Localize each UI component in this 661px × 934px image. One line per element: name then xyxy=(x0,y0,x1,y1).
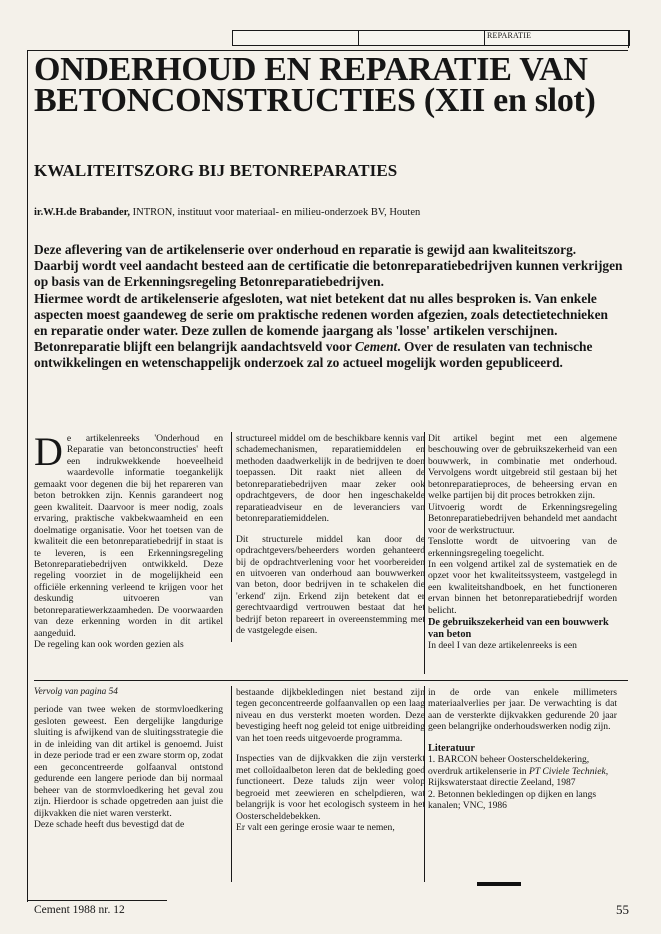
journal-issue: Cement 1988 nr. 12 xyxy=(34,904,125,916)
article-subtitle: KWALITEITSZORG BIJ BETONREPARATIES xyxy=(34,161,398,180)
drop-cap: D xyxy=(34,429,63,474)
paragraph: In een volgend artikel zal de systematiek en de opzet voor het kwaliteitssysteem, vastgelegd in een kwaliteitshandboek, en het functioneren ervan binnen het betonreparatiebedrijf worden belicht. xyxy=(428,558,617,616)
paragraph: Uitvoerig wordt de Erkenningsregeling Betonreparatiebedrijven behandeld met aandacht voor de werkstructuur. xyxy=(428,501,617,536)
lower-column-1 xyxy=(34,687,223,830)
upper-column-1 xyxy=(34,429,223,651)
article-title: ONDERHOUD EN REPARATIE VAN BETONCONSTRUCTIES (XII en slot) xyxy=(34,51,596,119)
paragraph: periode van twee weken de stormvloedkering gesloten geweest. Een dergelijke langdurige sluiting is afwijkend van de sluitingsstrategie die in de inleiding van dit artikel is genoemd. Juist in deze periode trad er een zware storm op, zodat een geconcentreerde golfaanval ontstond gedurende een langere periode dan bij normaal beheer van de stormvloedkering het geval zou zijn. Hierdoor is schade opgetreden aan juist die dijkvakken die niet waren versterkt. xyxy=(34,704,223,819)
author: ir.W.H.de Brabander, xyxy=(34,207,130,218)
end-of-article-mark xyxy=(477,882,521,886)
paragraph: De regeling kan ook worden gezien als xyxy=(34,639,184,651)
paragraph: Dit structurele middel kan door de opdrachtgevers/beheerders worden gehanteerd bij de opdrachtverlening voor het voorbereiden en uitvoeren van onderhoud aan bouwwerken van beton, door bedrijven in te schakelen die 'erkend' zijn. Erkend zijn betekent dat er gerechtvaardigd vertrouwen bestaat dat het bedrijf beton repareert in overeenstemming met de vastgelegde eisen. xyxy=(236,533,425,637)
lower-column-2 xyxy=(236,687,425,833)
upper-column-2 xyxy=(236,433,425,637)
column-divider-upper-1 xyxy=(231,432,232,642)
intro-text: Hiermee wordt de artikelenserie afgesloten, wat niet betekent dat nu alles besproken is. Van enkele aspecten moest gaandeweg de serie om praktische redenen worden afgezien, zoals detectietechnieken en reparatie onder water. Deze zullen de komende jaargang als 'losse' artikelen verschijnen. Betonreparatie blijft een belangrijk aandachtsveld voor xyxy=(34,290,608,355)
section-heading: De gebruikszekerheid van een bouwwerk van beton xyxy=(428,617,609,640)
paragraph-text: e artikelenreeks 'Onderhoud en Reparatie van betonconstructies' heeft een indrukwekkende hoeveelheid waardevolle informatie toegankelijk gemaakt voor degenen die bij het repareren van beton betrokken zijn. Kennis garandeert nog geen kwaliteit. Daarvoor is meer nodig, zoals ervaring, praktische vakbekwaamheid en een doelmatige organisatie. Voor het toetsen van de kwaliteit die een betonreparatiebedrijf in staat is te leveren, is een Erkenningsregeling Betonreparatiebedrijven ontwikkeld. Deze regeling voorziet in de mogelijkheid een officiële erkenning verleend te krijgen voor het deskundig uitvoeren van betonreparatiewerkzaamheden. De voorwaarden van deze erkenning worden in dit artikel aangeduid. xyxy=(34,433,223,639)
intro-paragraph-2 xyxy=(34,291,624,372)
reference-item: 2. Betonnen bekledingen op dijken en langs kanalen; VNC, 1986 xyxy=(428,788,597,812)
header-box-1 xyxy=(232,30,360,46)
reference-journal: PT Civiele Techniek, xyxy=(528,765,609,777)
intro-journal-name: Cement xyxy=(354,339,398,355)
upper-column-3 xyxy=(428,433,617,652)
section-tag: REPARATIE xyxy=(487,31,532,40)
intro-paragraph-1: Deze aflevering van de artikelenserie over onderhoud en reparatie is gewijd aan kwaliteitszorg. Daarbij wordt veel aandacht besteed aan de certificatie die betonreparatiebedrijven kunnen verkrijgen op basis van de Erkenningsregeling Betonreparatiebedrijven. xyxy=(34,242,623,290)
paragraph: Er valt een geringe erosie waar te nemen, xyxy=(236,821,395,833)
references-heading: Literatuur xyxy=(428,742,475,754)
reference-text: 1. BARCON beheer Oosterscheldekering, overdruk artikelenserie in xyxy=(428,754,590,777)
paragraph: Tenslotte wordt de uitvoering van de erkenningsregeling toegelicht. xyxy=(428,536,617,559)
byline xyxy=(34,207,420,218)
paragraph: Inspecties van de dijkvakken die zijn versterkt met colloïdaalbeton leren dat de bekleding goed functioneert. Deze taluds zijn weer volop begroeid met zeewieren en schelpdieren, wat belangrijk is voor het ecologisch systeem in het Oosterscheldebekken. xyxy=(236,753,425,822)
intro-block xyxy=(34,242,624,372)
reference-item xyxy=(428,754,617,788)
paragraph: bestaande dijkbekledingen niet bestand zijn tegen geconcentreerde golfaanvallen op een laag niveau en dus versterkt moeten worden. Deze bevestiging heeft nog geleid tot enige uitbreiding van het toen reeds uitgevoerde programma. xyxy=(236,687,425,744)
right-rule xyxy=(628,30,629,48)
continued-from-label: Vervolg van pagina 54 xyxy=(34,687,118,697)
section-separator xyxy=(34,680,628,681)
paragraph: structureel middel om de beschikbare kennis van schademechanismen, reparatiemiddelen en methoden daadwerkelijk in de bedrijven te doen toepassen. Dit raakt niet alleen de betonreparatiebedrijven maar zeker ook opdrachtgevers, de door hen ingeschakelde reparatieadviseur en de leveranciers van betonreparatiemiddelen. xyxy=(236,433,425,525)
header-box-2 xyxy=(358,30,486,46)
paragraph: Deze schade heeft dus bevestigd dat de xyxy=(34,818,185,830)
intro-text-end: . Over de resulaten van technische ontwikkelingen en wetenschappelijk onderzoek zal zo actueel mogelijk worden gepubliceerd. xyxy=(34,339,593,371)
left-rule xyxy=(27,50,28,902)
footer-rule xyxy=(27,900,167,901)
page-number: 55 xyxy=(616,902,629,917)
reference-text-end: Rijkswaterstaat directie Zeeland, 1987 xyxy=(428,777,576,789)
lower-column-3 xyxy=(428,687,617,812)
paragraph xyxy=(34,429,223,639)
paragraph: Dit artikel begint met een algemene beschouwing over de gebruikszekerheid van een bouwwerk, in combinatie met onderhoud. Vervolgens wordt uitgebreid stil gestaan bij het betonreparatieproces, de beheersing ervan en welke partijen bij dit proces betrokken zijn. xyxy=(428,433,617,502)
paragraph: In deel I van deze artikelenreeks is een xyxy=(428,640,577,652)
column-divider-lower-1 xyxy=(231,686,232,882)
affiliation: INTRON, instituut voor materiaal- en milieu-onderzoek BV, Houten xyxy=(129,207,421,218)
paragraph: in de orde van enkele millimeters materiaalverlies per jaar. De verwachting is dat aan de versterkte dijkvakken gedurende 20 jaar geen belangrijke onderhoudswerken nodig zijn. xyxy=(428,687,617,733)
